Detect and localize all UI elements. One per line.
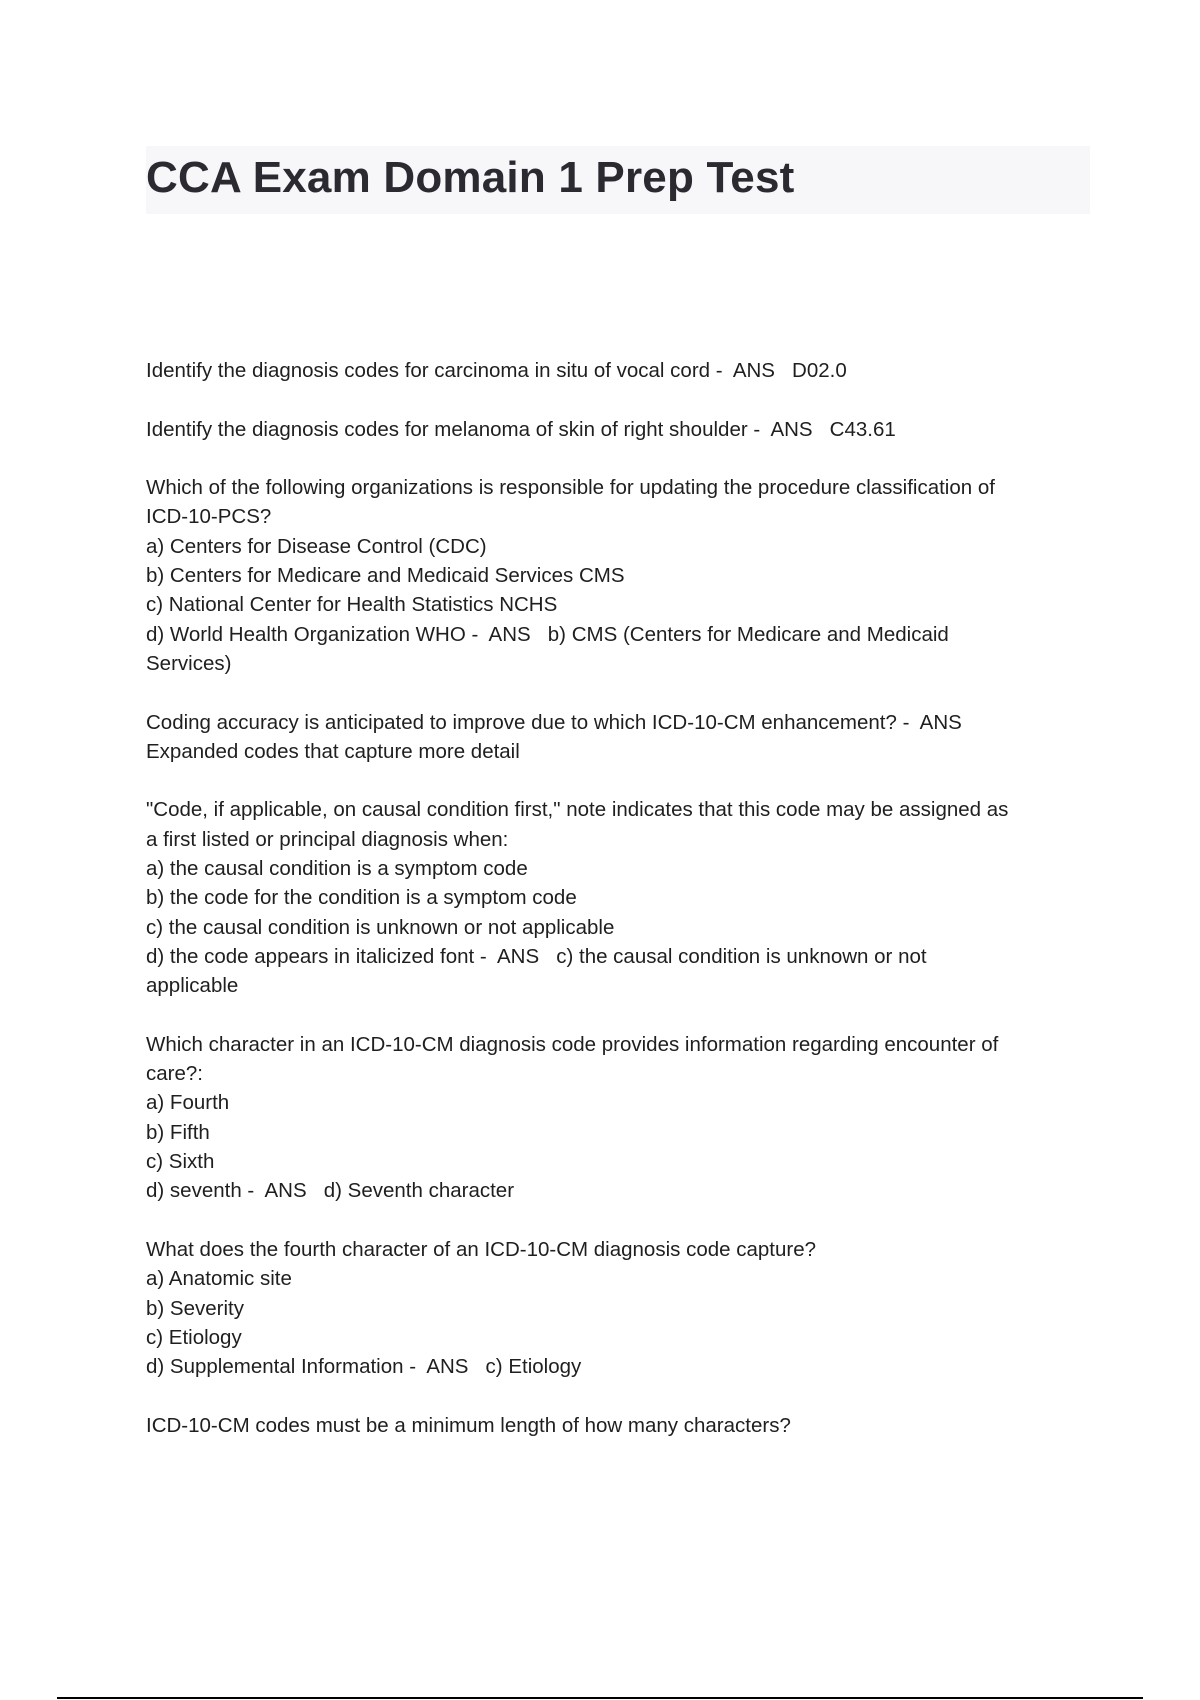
answer-line: applicable — [146, 974, 239, 998]
answer-option: b) the code for the condition is a symptom code — [146, 886, 577, 910]
answer-line: Expanded codes that capture more detail — [146, 739, 520, 763]
question-line: "Code, if applicable, on causal condition first," note indicates that this code may be assigned as — [146, 798, 1009, 822]
question-5 — [146, 795, 1096, 1000]
question-line: care?: — [146, 1062, 203, 1086]
question-line: Coding accuracy is anticipated to improve due to which ICD-10-CM enhancement? - ANS — [146, 710, 962, 734]
question-2 — [146, 415, 1096, 444]
question-line: What does the fourth character of an ICD-10-CM diagnosis code capture? — [146, 1237, 817, 1261]
answer-option: a) Anatomic site — [146, 1267, 292, 1291]
question-7 — [146, 1235, 1096, 1381]
answer-option: c) the causal condition is unknown or not applicable — [146, 915, 615, 939]
question-line: Identify the diagnosis codes for melanoma of skin of right shoulder - ANS C43.61 — [146, 417, 896, 441]
question-line: ICD-10-CM codes must be a minimum length of how many characters? — [146, 1413, 791, 1437]
question-line: Identify the diagnosis codes for carcinoma in situ of vocal cord - ANS D02.0 — [146, 359, 847, 382]
question-line: ICD-10-PCS? — [146, 505, 272, 529]
answer-option: d) the code appears in italicized font - ANS c) the causal condition is unknown or not — [146, 944, 927, 968]
answer-option: c) National Center for Health Statistics NCHS — [146, 593, 558, 617]
answer-option: a) the causal condition is a symptom code — [146, 857, 528, 881]
question-8 — [146, 1411, 1096, 1440]
document-body — [146, 356, 1096, 1469]
question-6 — [146, 1030, 1096, 1206]
answer-option: d) World Health Organization WHO - ANS b) CMS (Centers for Medicare and Medicaid — [146, 622, 949, 646]
answer-option: b) Severity — [146, 1296, 244, 1320]
question-line: a first listed or principal diagnosis when: — [146, 827, 509, 851]
question-1 — [146, 356, 1096, 385]
answer-option: b) Fifth — [146, 1120, 210, 1144]
answer-option: b) Centers for Medicare and Medicaid Services CMS — [146, 564, 625, 588]
question-3 — [146, 473, 1096, 678]
answer-line: Services) — [146, 651, 232, 675]
page-divider — [57, 1697, 1143, 1699]
question-4 — [146, 708, 1096, 767]
answer-option: d) Supplemental Information - ANS c) Etiology — [146, 1355, 582, 1379]
answer-option: d) seventh - ANS d) Seventh character — [146, 1179, 515, 1203]
question-line: Which character in an ICD-10-CM diagnosis code provides information regarding encounter of — [146, 1032, 999, 1056]
answer-option: a) Fourth — [146, 1091, 230, 1115]
answer-option: c) Etiology — [146, 1325, 242, 1349]
answer-option: a) Centers for Disease Control (CDC) — [146, 534, 487, 558]
question-line: Which of the following organizations is responsible for updating the procedure classification of — [146, 476, 995, 500]
page-title: CCA Exam Domain 1 Prep Test — [146, 153, 795, 202]
answer-option: c) Sixth — [146, 1150, 215, 1174]
